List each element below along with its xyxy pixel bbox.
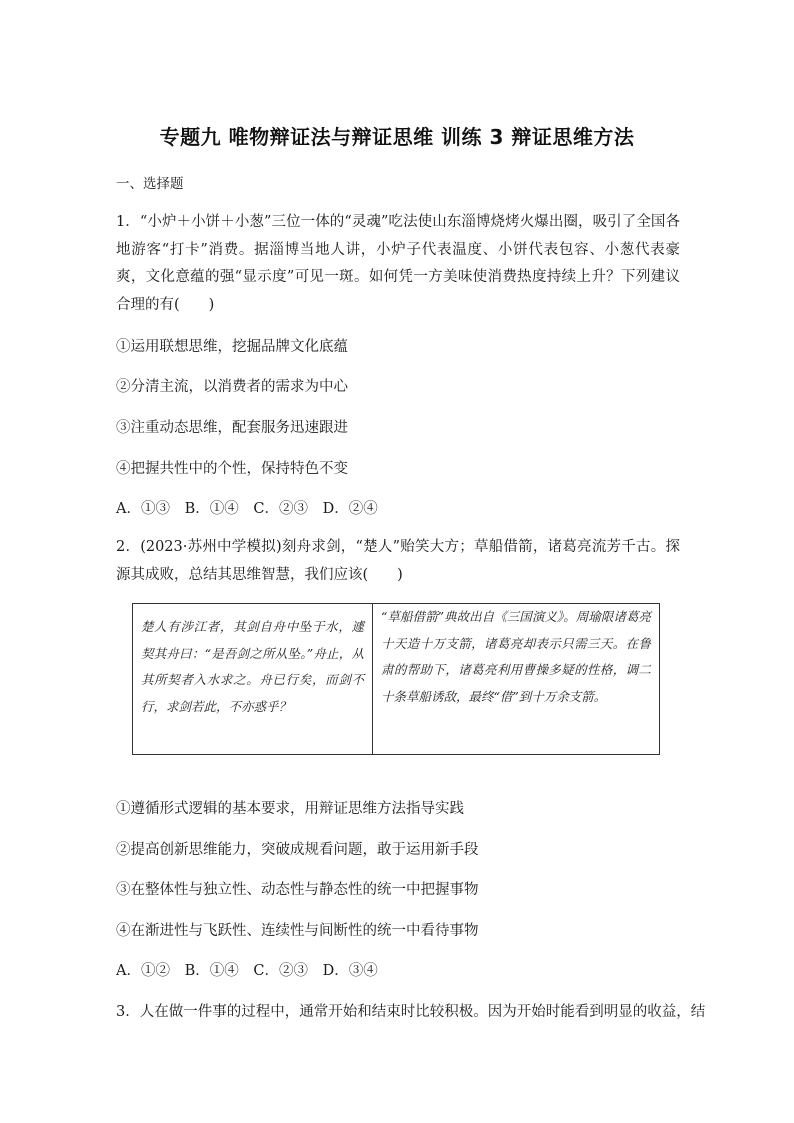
q2-choice-d: D．③④ (322, 963, 378, 979)
q2-choice-a: A．①② (116, 963, 170, 979)
q2-choice-b: B．①④ (184, 963, 239, 979)
q2-choice-c: C．②③ (253, 963, 308, 979)
q1-option-1: ①运用联想思维，挖掘品牌文化底蕴 (116, 339, 348, 355)
q2-option-1: ①遵循形式逻辑的基本要求，用辩证思维方法指导实践 (116, 801, 464, 817)
q1-option-4: ④把握共性中的个性，保持特色不变 (116, 461, 348, 477)
question-3-stem: 3．人在做一件事的过程中，通常开始和结束时比较积极。因为开始时能看到明显的收益，结 (116, 1004, 706, 1020)
q2-option-2: ②提高创新思维能力，突破成规看问题，敢于运用新手段 (116, 842, 479, 858)
q1-choice-c: C．②③ (253, 501, 308, 517)
q1-choice-d: D．②④ (322, 501, 378, 517)
q1-option-3: ③注重动态思维，配套服务迅速跟进 (116, 420, 348, 436)
question-2-stem: 2．(2023·苏州中学模拟)刻舟求剑，“楚人”贻笑大方；草船借箭，诸葛亮流芳千古。探源其成败，总结其思维智慧，我们应该( ) (116, 539, 680, 583)
material-table (132, 603, 660, 755)
q1-choice-a: A．①③ (116, 501, 170, 517)
q1-choices (116, 497, 388, 518)
question-1-stem: 1．“小炉＋小饼＋小葱”三位一体的“灵魂”吃法使山东淄博烧烤火爆出圈，吸引了全国各地游客“打卡”消费。据淄博当地人讲，小炉子代表温度、小饼代表包容、小葱代表豪爽，文化意蕴的强“显示度”可见一斑。如何凭一方美味使消费热度持续上升？下列建议合理的有( ) (116, 214, 680, 313)
q2-option-3: ③在整体性与独立性、动态性与静态性的统一中把握事物 (116, 882, 479, 898)
table-cell-left: 楚人有涉江者，其剑自舟中坠于水，遽契其舟曰：“是吾剑之所从坠。”舟止，从其所契者入水求之。舟已行矣，而剑不行，求剑若此，不亦惑乎？ (133, 604, 373, 754)
section-heading: 一、选择题 (116, 176, 184, 192)
page-title: 专题九 唯物辩证法与辩证思维 训练 3 辩证思维方法 (159, 125, 635, 149)
q2-choices (116, 959, 388, 980)
q1-choice-b: B．①④ (184, 501, 239, 517)
q2-option-4: ④在渐进性与飞跃性、连续性与间断性的统一中看待事物 (116, 923, 479, 939)
table-cell-right: “草船借箭”典故出自《三国演义》。周瑜限诸葛亮十天造十万支箭，诸葛亮却表示只需三天。在鲁肃的帮助下，诸葛亮利用曹操多疑的性格，调二十条草船诱敌，最终“借”到十万余支箭。 (381, 609, 651, 704)
q1-option-2: ②分清主流，以消费者的需求为中心 (116, 379, 348, 395)
